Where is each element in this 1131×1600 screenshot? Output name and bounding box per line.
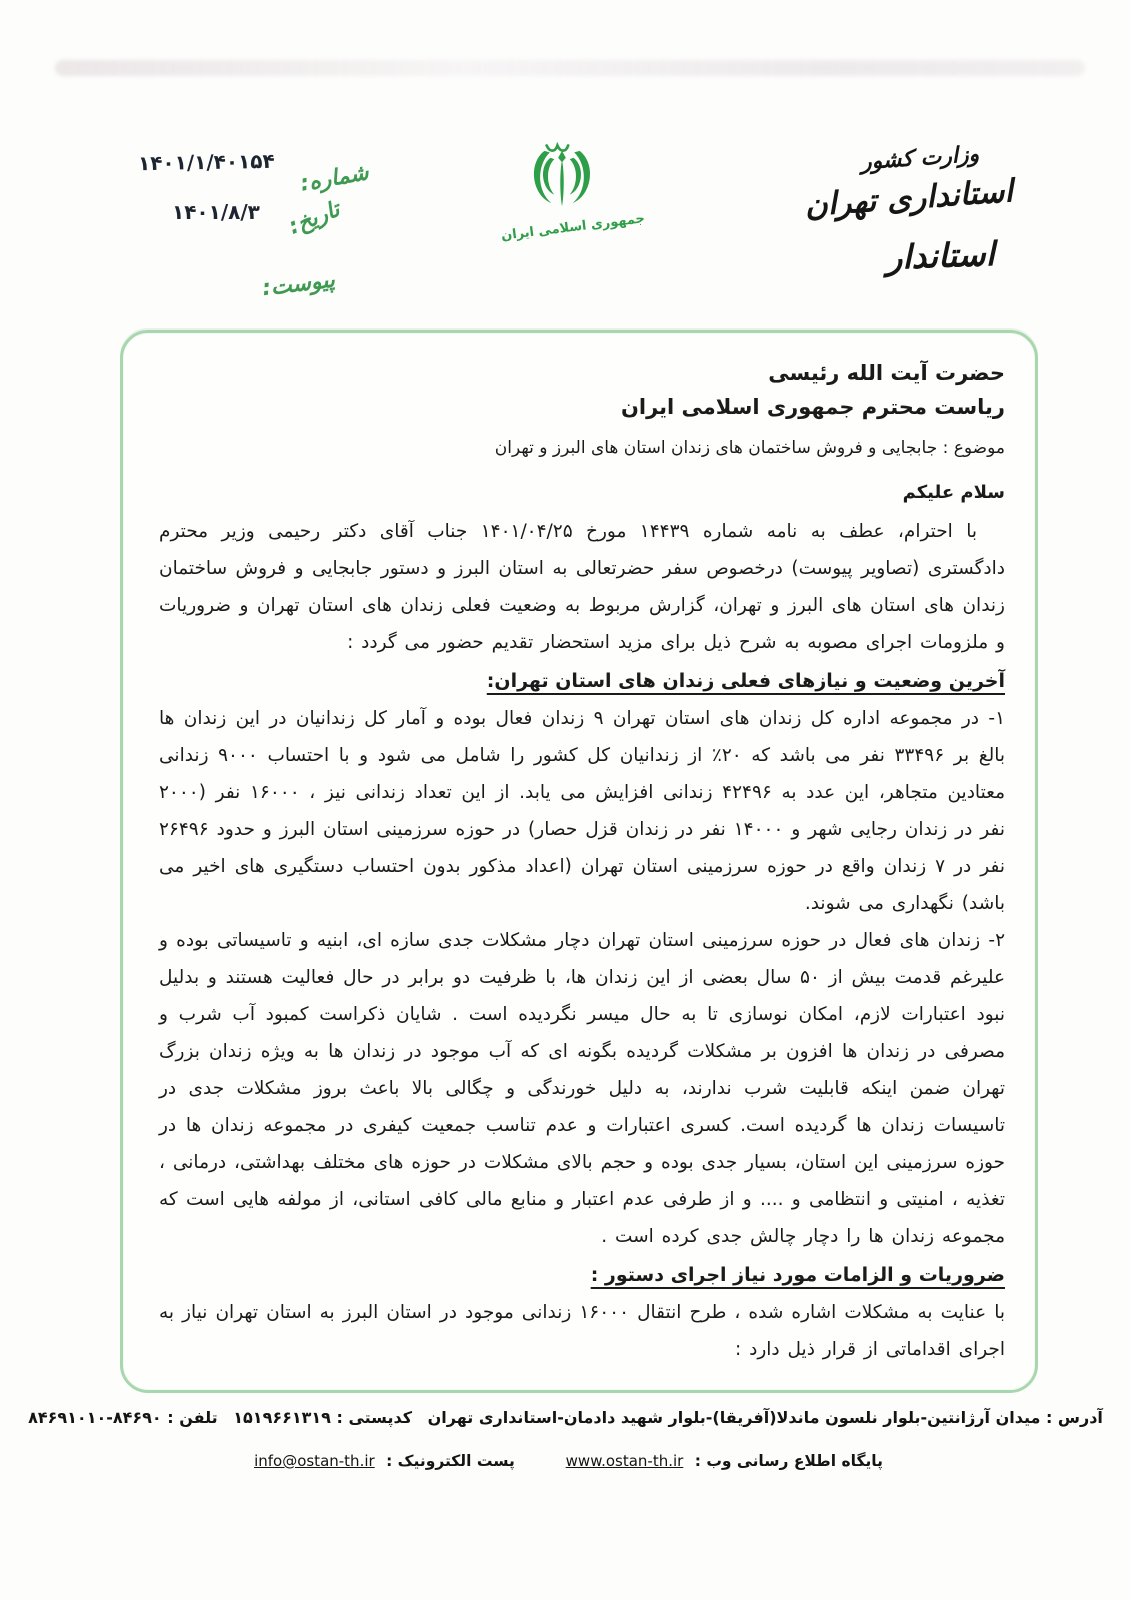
- emblem-caption: جمهوری اسلامی ایران: [500, 211, 646, 244]
- org-governorate: استانداری تهران: [803, 173, 1015, 224]
- letter-date-value: ۱۴۰۱/۸/۳: [172, 200, 260, 224]
- org-ministry: وزارت کشور: [860, 141, 980, 176]
- footer-web-line: [0, 1452, 1131, 1470]
- subject-line: موضوع : جابجایی و فروش ساختمان های زندان استان های البرز و تهران: [494, 437, 1005, 458]
- iran-emblem-icon: [512, 134, 612, 226]
- footer-web-url: www.ostan-th.ir: [565, 1452, 684, 1470]
- item2-paragraph: ۲- زندان های فعال در حوزه سرزمینی استان تهران دچار مشکلات جدی سازه ای، ابنیه و تاسیساتی بوده و علیرغم قدمت بیش از ۵۰ سال بعضی از این زندان ها، با ظرفیت دو برابر در حال فعالیت هستند و بدلیل نبود اعتبارات لازم، امکان نوسازی تا به حال میسر نگردیده است . شایان ذکراست کمبود آب شرب و مصرفی در زندان ها افزون بر مشکلات گردیده بگونه ای که آب موجود در زندان ها به ویژه زندان بزرگ تهران ضمن اینکه قابلیت شرب ندارند، به دلیل خورندگی و چگالی بالا باعث بروز مشکلات جدی در تاسیسات زندان ها گردیده است. کسری اعتبارات و عدم تناسب جمعیت کیفری در مجموعه زندان ها در حوزه سرزمینی این استان، بسیار جدی بوده و حجم بالای مشکلات در حوزه های مختلف بهداشتی، درمانی ، تغذیه ، امنیتی و انتظامی و .... و از طرفی عدم اعتبار و منابع مالی کافی استانی، از مولفه هایی است که مجموعه زندان ها را دچار چالش جدی کرده است .: [159, 929, 1005, 1247]
- letter-number-value: ۱۴۰۱/۱/۴۰۱۵۴: [137, 148, 275, 176]
- letter-body-frame: [120, 330, 1038, 1393]
- footer-email-label: پست الکترونیک :: [386, 1452, 515, 1470]
- section1-heading: آخرین وضعیت و نیازهای فعلی زندان های استان تهران:: [486, 669, 1005, 692]
- footer-phone: تلفن : ۸۴۶۹۰-۸۴۶۹۱۰۱۰: [28, 1408, 218, 1427]
- letter-attachment-label: پیوست:: [260, 267, 337, 302]
- recipient-name: حضرت آیت الله رئیسی: [768, 361, 1005, 385]
- org-governor: استاندار: [885, 234, 996, 277]
- closing-paragraph: با عنایت به مشکلات اشاره شده ، طرح انتقال ۱۶۰۰۰ زندانی موجود در استان البرز به استان تهران نیاز به اجرای اقداماتی از قرار ذیل دارد :: [159, 1301, 1005, 1360]
- letter-date-label: تاریخ:: [285, 197, 344, 240]
- salutation: سلام علیکم: [902, 481, 1005, 503]
- item1-paragraph: ۱- در مجموعه اداره کل زندان های استان تهران ۹ زندان فعال بوده و آمار کل زندانیان در این زندان ها بالغ بر ۳۳۴۹۶ نفر می باشد که ۲۰٪ از زندانیان کل کشور را شامل می شود و با احتساب ۹۰۰۰ زندانی معتادین متجاهر، این عدد به ۴۲۴۹۶ زندانی افزایش می یابد. از این تعداد زندانی نیز ، ۱۶۰۰۰ نفر (۲۰۰۰ نفر در زندان رجایی شهر و ۱۴۰۰۰ نفر در زندان قزل حصار) در حوزه سرزمینی استان البرز و حدود ۲۶۴۹۶ نفر در ۷ زندان واقع در حوزه سرزمینی استان تهران (اعداد مذکور بدون احتساب دستگیری های اخیر می باشد) نگهداری می شوند.: [159, 707, 1006, 914]
- footer-address: آدرس : میدان آرژانتین-بلوار نلسون ماندلا(آفریقا)-بلوار شهید دادمان-استانداری تهران: [427, 1408, 1103, 1427]
- section2-heading: ضروریات و الزامات مورد نیاز اجرای دستور :: [590, 1263, 1005, 1286]
- scan-artifact-band: [55, 60, 1085, 76]
- footer-email-address: info@ostan-th.ir: [254, 1452, 375, 1470]
- intro-paragraph: با احترام، عطف به نامه شماره ۱۴۴۳۹ مورخ ۱۴۰۱/۰۴/۲۵ جناب آقای دکتر رحیمی وزیر محترم دادگستری (تصاویر پیوست) درخصوص سفر حضرتعالی به استان البرز و دستور جابجایی و فروش ساختمان زندان های استان های البرز و تهران، گزارش مربوط به وضعیت فعلی زندان های استان تهران و ضروریات و ملزومات اجرای مصوبه به شرح ذیل برای مزید استحضار تقدیم حضور می گردد :: [159, 520, 1005, 653]
- letter-number-label: شماره:: [298, 160, 371, 197]
- footer-web-label: پایگاه اطلاع رسانی وب :: [694, 1452, 883, 1470]
- recipient-title: ریاست محترم جمهوری اسلامی ایران: [620, 395, 1005, 420]
- footer-contact-line: [0, 1408, 1131, 1427]
- footer-postal-code: کدپستی : ۱۵۱۹۶۶۱۳۱۹: [233, 1408, 413, 1427]
